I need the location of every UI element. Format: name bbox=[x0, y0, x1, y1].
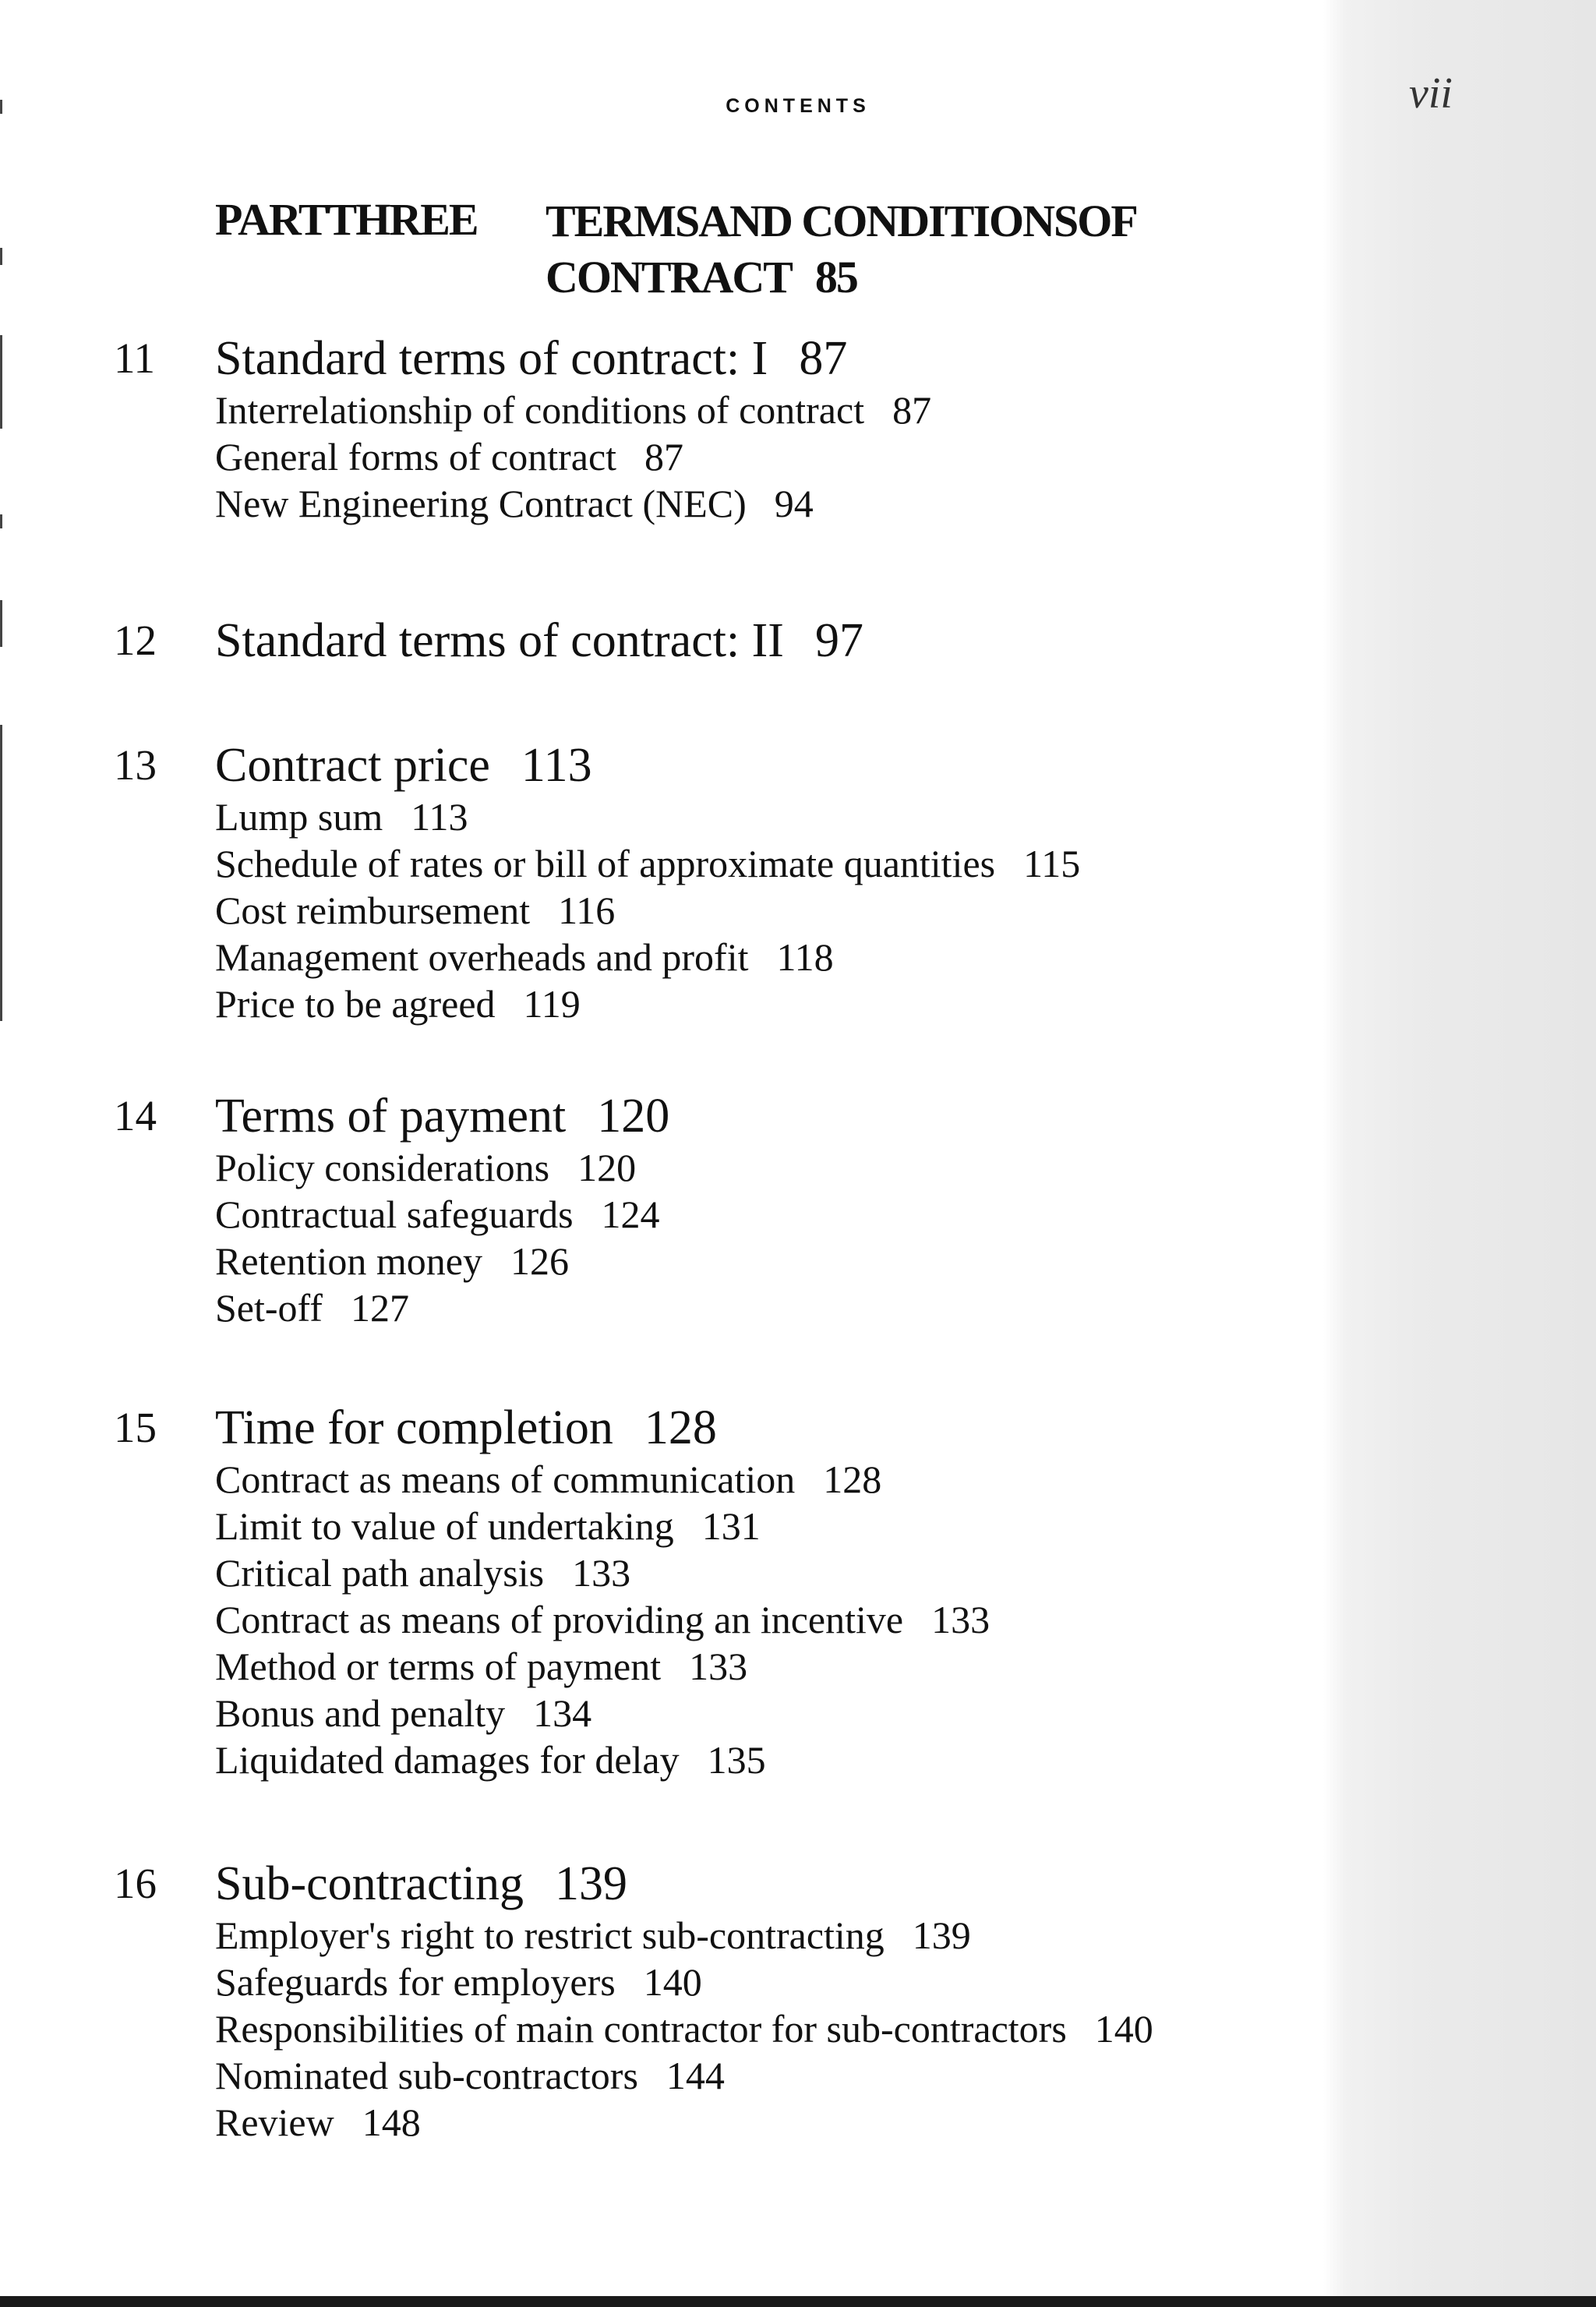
section-title: Review bbox=[215, 2100, 334, 2144]
section-entry[interactable] bbox=[215, 887, 1080, 934]
chapter-number: 14 bbox=[114, 1092, 157, 1139]
section-page-number: 128 bbox=[823, 1457, 882, 1501]
section-entry[interactable] bbox=[215, 1736, 990, 1783]
section-title: Lump sum bbox=[215, 795, 383, 839]
section-entry[interactable] bbox=[215, 1690, 990, 1736]
section-entry[interactable] bbox=[215, 1191, 660, 1238]
section-title: Method or terms of payment bbox=[215, 1645, 662, 1688]
section-title: Responsibilities of main contractor for sub-contractors bbox=[215, 2007, 1067, 2051]
chapter-page-number: 139 bbox=[555, 1857, 628, 1910]
section-entry[interactable] bbox=[215, 2052, 1153, 2099]
section-page-number: 126 bbox=[510, 1239, 569, 1283]
section-list bbox=[215, 1912, 1153, 2146]
chapter-number: 11 bbox=[114, 334, 155, 382]
section-title: General forms of contract bbox=[215, 435, 617, 479]
section-title: Contract as means of providing an incentive bbox=[215, 1598, 904, 1641]
page-number: vii bbox=[1409, 69, 1453, 118]
section-title: Bonus and penalty bbox=[215, 1691, 506, 1735]
chapter-title[interactable] bbox=[215, 334, 847, 383]
chapter-title[interactable] bbox=[215, 1091, 669, 1141]
section-page-number: 116 bbox=[558, 889, 616, 932]
section-page-number: 133 bbox=[931, 1598, 990, 1641]
part-label: PARTTHREE bbox=[215, 194, 478, 245]
part-title bbox=[546, 193, 1137, 306]
chapter-page-number: 97 bbox=[814, 614, 863, 667]
binding-mark bbox=[0, 600, 2, 647]
section-entry[interactable] bbox=[215, 1643, 990, 1690]
chapter-page-number: 120 bbox=[597, 1090, 670, 1143]
section-title: Contract as means of communication bbox=[215, 1457, 796, 1501]
section-page-number: 127 bbox=[350, 1286, 409, 1330]
section-title: Interrelationship of conditions of contract bbox=[215, 388, 865, 432]
section-entry[interactable] bbox=[215, 934, 1080, 980]
section-entry[interactable] bbox=[215, 840, 1080, 887]
section-page-number: 118 bbox=[776, 935, 834, 979]
section-entry[interactable] bbox=[215, 793, 1080, 840]
section-page-number: 131 bbox=[701, 1504, 761, 1548]
section-title: Nominated sub-contractors bbox=[215, 2054, 638, 2097]
section-page-number: 115 bbox=[1023, 842, 1081, 885]
section-entry[interactable] bbox=[215, 1144, 660, 1191]
chapter-title[interactable] bbox=[215, 1859, 627, 1909]
section-title: Contractual safeguards bbox=[215, 1192, 574, 1236]
chapter-number: 13 bbox=[114, 741, 157, 789]
section-page-number: 148 bbox=[362, 2100, 421, 2144]
part-title-line-2 bbox=[546, 249, 1137, 306]
section-page-number: 120 bbox=[577, 1146, 637, 1189]
section-page-number: 113 bbox=[411, 795, 468, 839]
part-title-text: CONTRACT bbox=[546, 252, 792, 302]
section-list bbox=[215, 1144, 660, 1331]
section-entry[interactable] bbox=[215, 2005, 1153, 2052]
section-title: Employer's right to restrict sub-contracting bbox=[215, 1913, 885, 1957]
chapter-title[interactable] bbox=[215, 740, 592, 790]
binding-mark bbox=[0, 725, 2, 1021]
chapter-title[interactable] bbox=[215, 616, 863, 666]
section-page-number: 139 bbox=[912, 1913, 971, 1957]
chapter-number: 15 bbox=[114, 1404, 157, 1451]
section-entry[interactable] bbox=[215, 1456, 990, 1503]
chapter-page-number: 128 bbox=[644, 1401, 717, 1454]
chapter-title[interactable] bbox=[215, 1403, 717, 1453]
chapter-title-text: Standard terms of contract: I bbox=[215, 332, 768, 385]
binding-mark bbox=[0, 248, 2, 265]
chapter-page-number: 113 bbox=[521, 739, 592, 792]
section-page-number: 140 bbox=[1094, 2007, 1153, 2051]
section-title: Liquidated damages for delay bbox=[215, 1738, 680, 1782]
section-entry[interactable] bbox=[215, 387, 931, 433]
section-page-number: 87 bbox=[644, 435, 684, 479]
section-page-number: 133 bbox=[689, 1645, 748, 1688]
page-gutter-shadow bbox=[1323, 0, 1596, 2307]
section-page-number: 124 bbox=[601, 1192, 660, 1236]
part-page-number: 85 bbox=[814, 252, 857, 302]
page-bottom-edge bbox=[0, 2296, 1596, 2307]
section-entry[interactable] bbox=[215, 2099, 1153, 2146]
chapter-title-text: Sub-contracting bbox=[215, 1857, 524, 1910]
section-title: Retention money bbox=[215, 1239, 482, 1283]
section-entry[interactable] bbox=[215, 1596, 990, 1643]
section-entry[interactable] bbox=[215, 1503, 990, 1549]
section-page-number: 134 bbox=[533, 1691, 592, 1735]
section-entry[interactable] bbox=[215, 480, 931, 527]
section-title: Cost reimbursement bbox=[215, 889, 531, 932]
chapter-title-text: Terms of payment bbox=[215, 1090, 567, 1143]
section-page-number: 87 bbox=[892, 388, 932, 432]
section-title: Critical path analysis bbox=[215, 1551, 545, 1595]
chapter-page-number: 87 bbox=[799, 332, 848, 385]
section-entry[interactable] bbox=[215, 1912, 1153, 1959]
section-page-number: 140 bbox=[643, 1960, 702, 2004]
part-title-line-1: TERMSAND CONDITIONSOF bbox=[546, 196, 1137, 246]
binding-mark bbox=[0, 335, 2, 429]
section-title: New Engineering Contract (NEC) bbox=[215, 482, 747, 525]
section-page-number: 144 bbox=[666, 2054, 725, 2097]
binding-mark bbox=[0, 514, 2, 528]
chapter-title-text: Time for completion bbox=[215, 1401, 613, 1454]
chapter-title-text: Contract price bbox=[215, 739, 490, 792]
section-list bbox=[215, 793, 1080, 1027]
section-title: Management overheads and profit bbox=[215, 935, 749, 979]
running-head: CONTENTS bbox=[726, 95, 870, 117]
section-entry[interactable] bbox=[215, 433, 931, 480]
section-title: Policy considerations bbox=[215, 1146, 550, 1189]
section-list bbox=[215, 387, 931, 527]
section-entry[interactable] bbox=[215, 1238, 660, 1284]
section-page-number: 94 bbox=[774, 482, 814, 525]
section-entry[interactable] bbox=[215, 1284, 660, 1331]
section-title: Price to be agreed bbox=[215, 982, 496, 1026]
chapter-number: 16 bbox=[114, 1860, 157, 1907]
section-title: Schedule of rates or bill of approximate quantities bbox=[215, 842, 996, 885]
section-page-number: 135 bbox=[707, 1738, 766, 1782]
section-list bbox=[215, 1456, 990, 1783]
section-entry[interactable] bbox=[215, 1959, 1153, 2005]
section-entry[interactable] bbox=[215, 980, 1080, 1027]
section-title: Safeguards for employers bbox=[215, 1960, 616, 2004]
section-title: Set-off bbox=[215, 1286, 323, 1330]
chapter-number: 12 bbox=[114, 616, 157, 664]
section-page-number: 119 bbox=[523, 982, 581, 1026]
section-entry[interactable] bbox=[215, 1549, 990, 1596]
chapter-title-text: Standard terms of contract: II bbox=[215, 614, 784, 667]
section-title: Limit to value of undertaking bbox=[215, 1504, 674, 1548]
section-page-number: 133 bbox=[572, 1551, 631, 1595]
